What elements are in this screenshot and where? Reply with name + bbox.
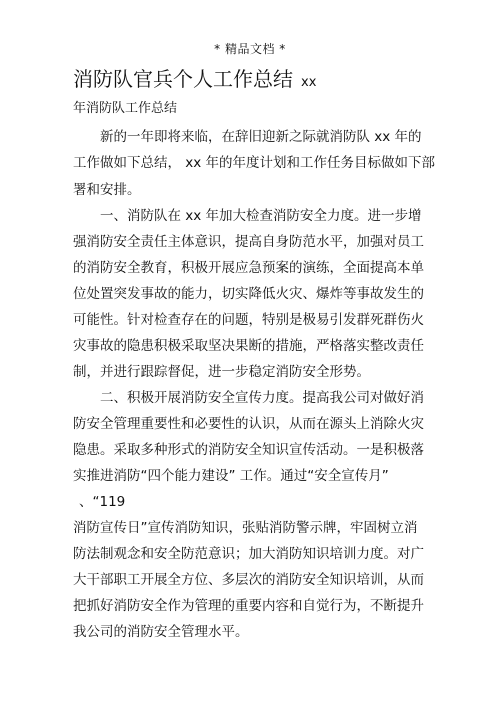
header-mark: * 精品文档 * [214,42,286,56]
paragraph-line: 一、消防队在 xx 年加大检查消防安全力度。进一步增 [100,208,422,224]
paragraph-line: 二、积极开展消防安全宣传力度。提高我公司对做好消 [100,390,424,406]
paragraph-line: 可能性。针对检查存在的问题，特别是极易引发群死群伤火 [73,312,424,328]
paragraph-line: 位处置突发事故的能力，切实降低火灾、爆炸等事故发生的 [73,286,424,302]
paragraph-line: 署和安排。 [73,182,141,198]
paragraph-line: 新的一年即将来临，在辞旧迎新之际就消防队 xx 年的 [100,129,422,145]
paragraph-line: 把抓好消防安全作为管理的重要内容和自觉行为，不断提升 [73,598,424,614]
paragraph-line: 防法制观念和安全防范意识；加大消防知识培训力度。对广 [73,546,424,562]
document-subtitle: 年消防队工作总结 [73,101,178,116]
paragraph-line: 、“119 [79,494,126,510]
paragraph-line: 工作做如下总结， xx 年的年度计划和工作任务目标做如下部 [73,155,436,171]
paragraph-line: 强消防安全责任主体意识，提高自身防范水平，加强对员工 [73,234,424,250]
document-title [73,63,316,92]
paragraph-line: 的消防安全教育，积极开展应急预案的演练，全面提高本单 [73,260,424,276]
document-title-text: 消防队官兵个人工作总结 [73,67,293,91]
paragraph-line: 消防宣传日”宣传消防知识，张贴消防警示牌，牢固树立消 [73,520,418,536]
document-title-suffix: xx [301,75,317,90]
paragraph-line: 实推进消防“四个能力建设” 工作。通过“安全宣传月” [73,468,389,484]
paragraph-line: 我公司的消防安全管理水平。 [73,624,249,640]
paragraph-line: 隐患。采取多种形式的消防安全知识宣传活动。一是积极落 [73,442,424,458]
paragraph-line: 制，并进行跟踪督促，进一步稳定消防安全形势。 [73,364,370,380]
paragraph-line: 灾事故的隐患积极采取坚决果断的措施，严格落实整改责任 [73,338,424,354]
paragraph-line: 大干部职工开展全方位、多层次的消防安全知识培训，从而 [73,572,424,588]
paragraph-line: 防安全管理重要性和必要性的认识，从而在源头上消除火灾 [73,416,424,432]
